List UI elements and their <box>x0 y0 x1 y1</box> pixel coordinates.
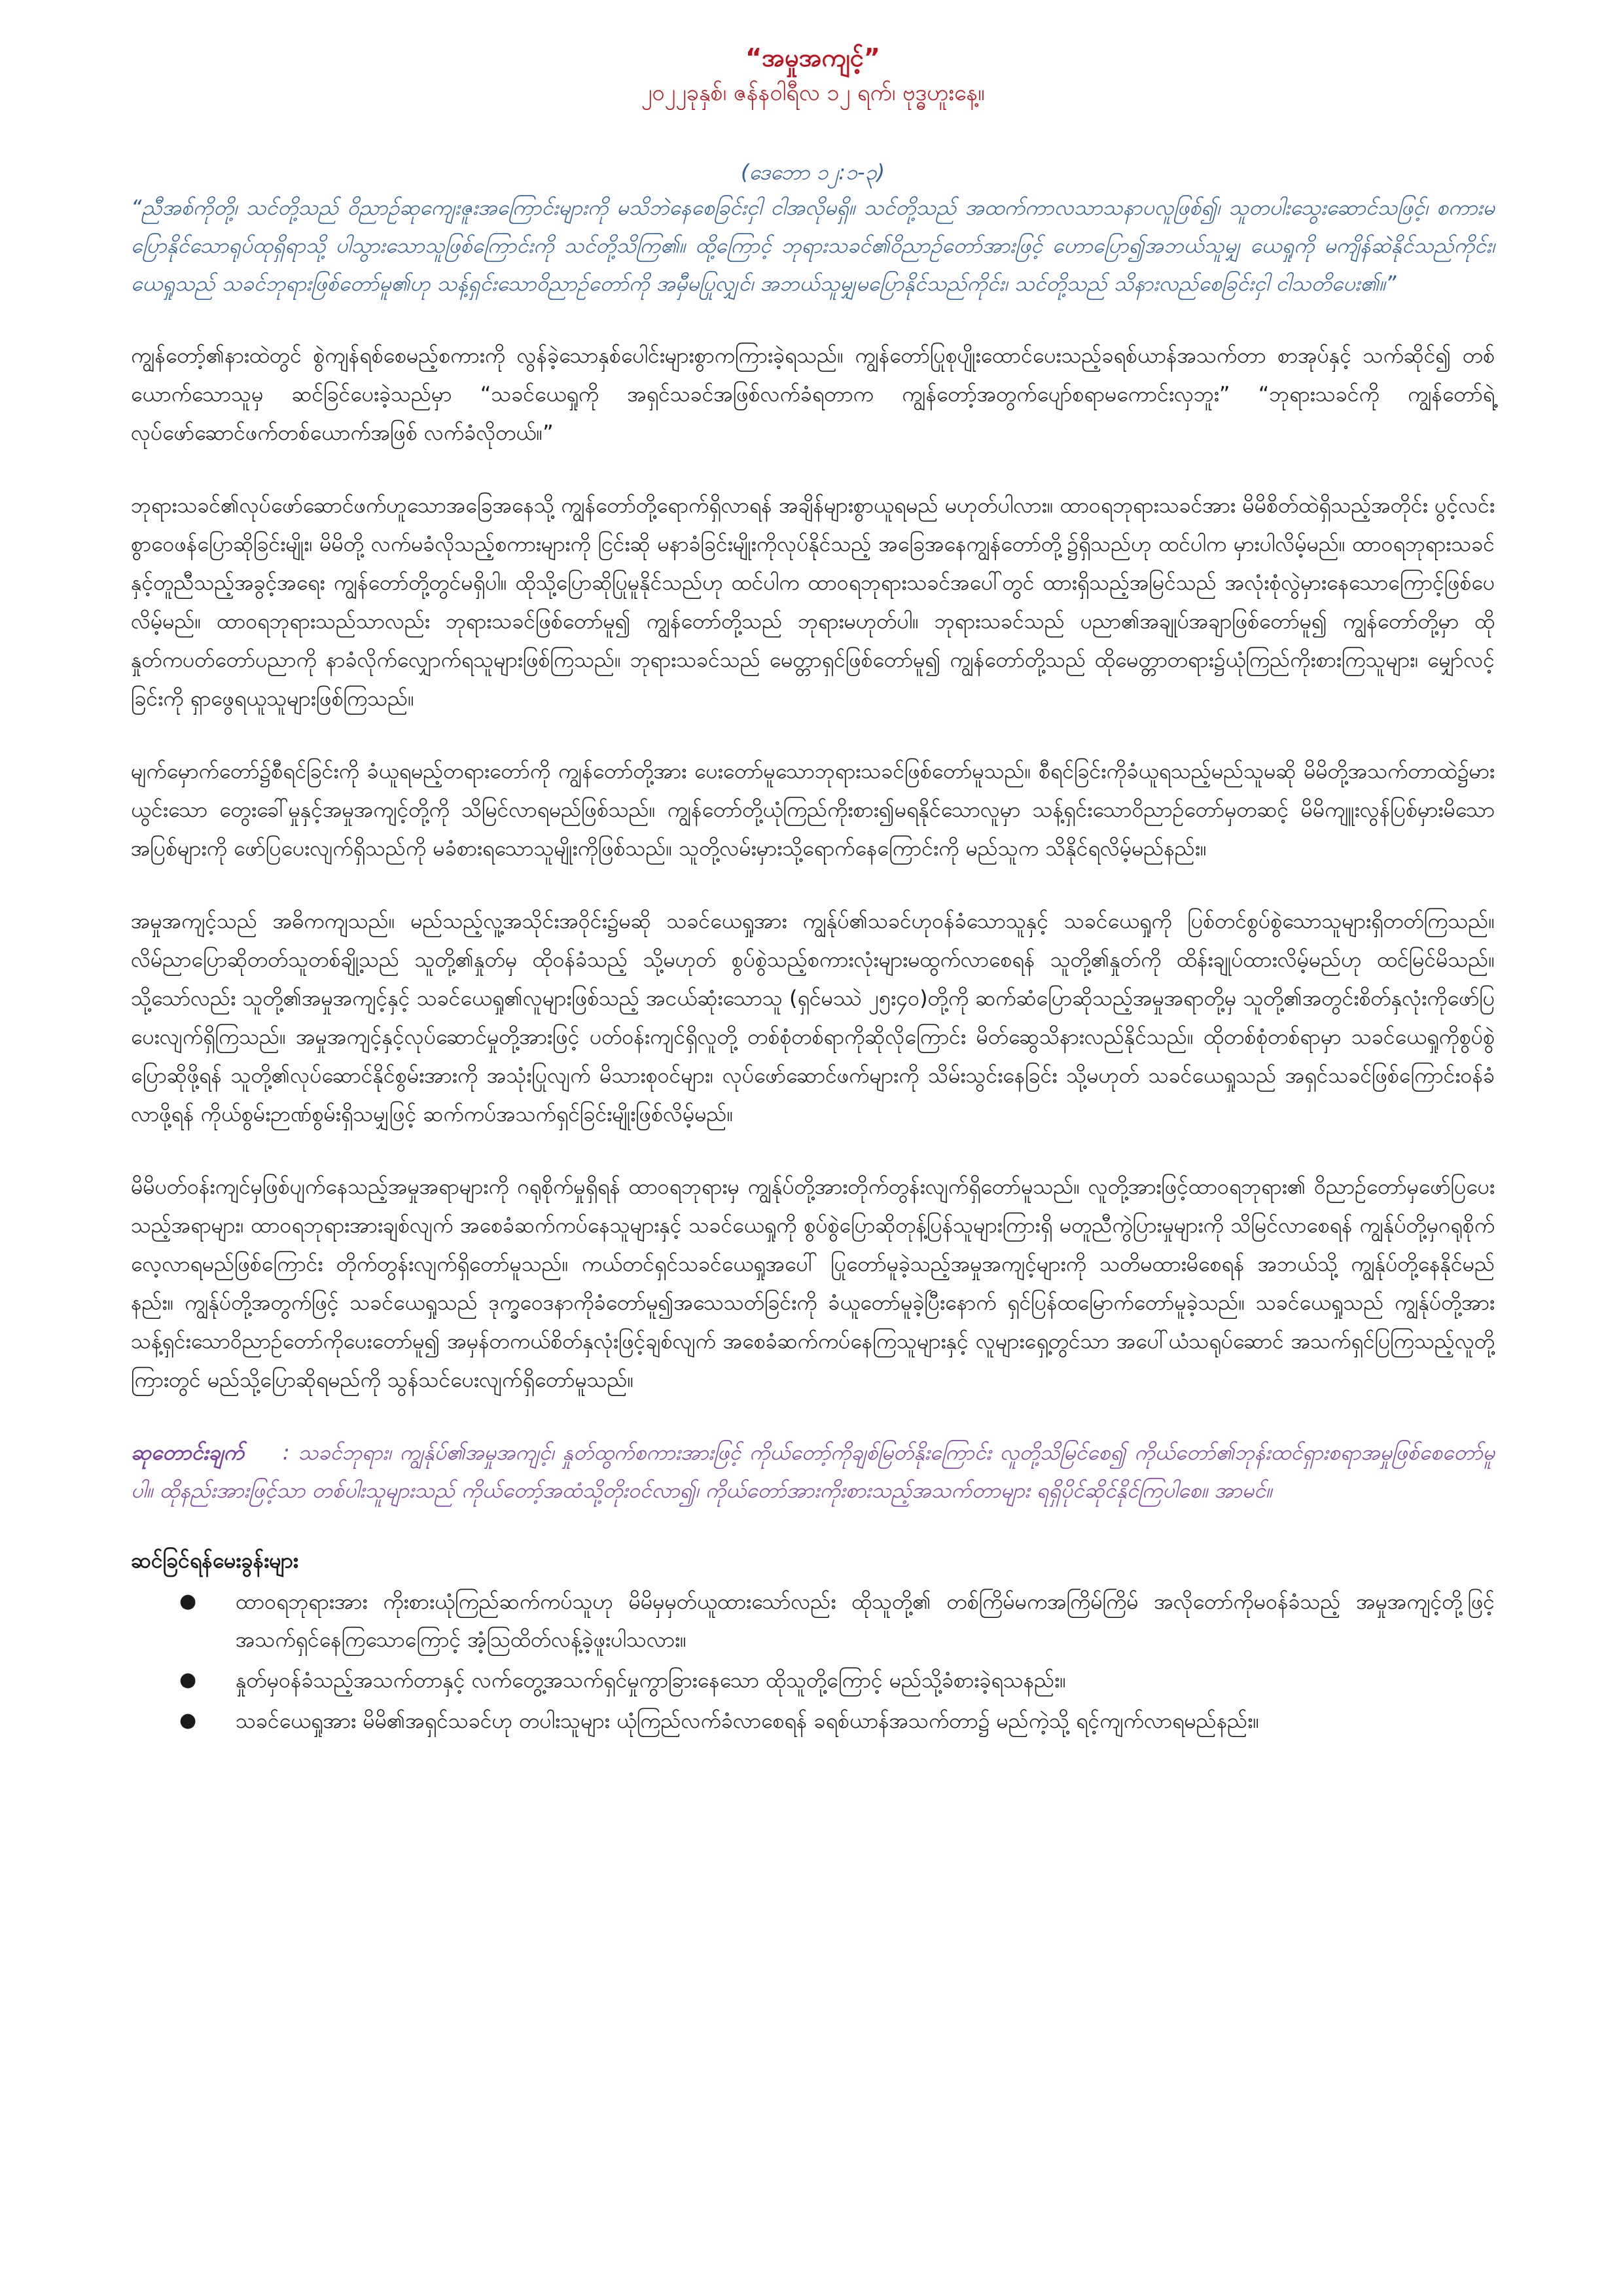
prayer-text: : သခင်ဘုရား၊ ကျွန်ုပ်၏အမှုအကျင့်၊ နှုတ်ထွက်စကားအားဖြင့် ကိုယ်တော့်ကိုချစ်မြတ်နိုးကြောင်း လူတို့သိမြင်စေ၍ ကိုယ်တော်၏ဘုန်းထင်ရှားစရာအမှုဖြစ်စေတော်မူပါ။ ထိုနည်းအားဖြင့်သာ တစ်ပါးသူများသည် ကိုယ်တော့်အထံသို့တိုးဝင်လာ၍၊ ကိုယ်တော်အားကိုးစားသည့်အသက်တာများ ရရှိပိုင်ဆိုင်နိုင်ကြပါစေ။ အာမင်။ <box>131 1440 1495 1503</box>
question-text: နှုတ်မှဝန်ခံသည့်အသက်တာနှင့် လက်တွေ့အသက်ရှင်မှုကွာခြားနေသော ထိုသူတို့ကြောင့် မည်သို့ခံစားခဲ့ရသနည်း။ <box>236 1668 1066 1693</box>
paragraph-5: မိမိပတ်ဝန်းကျင်မှဖြစ်ပျက်နေသည့်အမှုအရာများကို ဂရုစိုက်မှုရှိရန် ထာဝရဘုရားမှ ကျွန်ုပ်တို့အားတိုက်တွန်းလျက်ရှိတော်မူသည်။ လူတို့အားဖြင့်ထာဝရဘုရား၏ ဝိညာဉ်တော်မှဖော်ပြပေးသည့်အရာများ၊ ထာဝရဘုရားအားချစ်လျက် အစေခံဆက်ကပ်နေသူများနှင့် သခင်ယေရှုကို စွပ်စွဲပြောဆိုတုန့်ပြန်သူများကြားရှိ မတူညီကွဲပြားမှုများကို သိမြင်လာစေရန် ကျွန်ုပ်တို့မှဂရုစိုက်လေ့လာရမည်ဖြစ်ကြောင်း တိုက်တွန်းလျက်ရှိတော်မူသည်။ ကယ်တင်ရှင်သခင်ယေရှုအပေါ် ပြုတော်မူခဲ့သည့်အမှုအကျင့်များကို သတိမထားမိစေရန် အဘယ်သို့ ကျွန်ုပ်တို့နေနိုင်မည်နည်း။ ကျွန်ုပ်တို့အတွက်ဖြင့် သခင်ယေရှုသည် ဒုက္ခဝေဒနာကိုခံတော်မူ၍အသေသတ်ခြင်းကို ခံယူတော်မူခဲ့ပြီးနောက် ရှင်ပြန်ထမြောက်တော်မူခဲ့သည်။ သခင်ယေရှုသည် ကျွန်ုပ်တို့အား သန့်ရှင်းသောဝိညာဉ်တော်ကိုပေးတော်မူ၍ အမှန်တကယ်စိတ်နှလုံးဖြင့်ချစ်လျက် အစေခံဆက်ကပ်နေကြသူများနှင့် လူများရှေ့တွင်သာ အပေါ်ယံသရုပ်ဆောင် အသက်ရှင်ပြကြသည့်လူတို့ကြားတွင် မည်သို့ပြောဆိုရမည်ကို သွန်သင်ပေးလျက်ရှိတော်မူသည်။ <box>131 1174 1495 1392</box>
date-line: ၂၀၂၂ခုနှစ်၊ ဇန်နဝါရီလ ၁၂ ရက်၊ ဗုဒ္ဓဟူးနေ့။ <box>641 80 985 106</box>
bullet-icon: ● <box>179 1709 197 1732</box>
question-text: သခင်ယေရှုအား မိမိ၏အရှင်သခင်ဟု တပါးသူများ ယုံကြည်လက်ခံလာစေရန် ခရစ်ယာန်အသက်တာ၌ မည်ကဲ့သို့ ရင့်ကျက်လာရမည်နည်း။ <box>236 1708 1260 1733</box>
list-item <box>179 1583 1495 1659</box>
paragraph-3: မျက်မှောက်တော်၌စီရင်ခြင်းကို ခံယူရမည့်တရားတော်ကို ကျွန်တော်တို့အား ပေးတော်မူသောဘုရားသခင်ဖြစ်တော်မူသည်။ စီရင်ခြင်းကိုခံယူရသည့်မည်သူမဆို မိမိတို့အသက်တာထဲ၌မားယွင်းသော တွေးခေါ်မှုနှင့်အမှုအကျင့်တို့ကို သိမြင်လာရမည်ဖြစ်သည်။ ကျွန်တော်တို့ယုံကြည်ကိုးစား၍မရနိုင်သောလူမှာ သန့်ရှင်းသောဝိညာဉ်တော်မှတဆင့် မိမိကျူးလွန်ပြစ်မှားမိသောအပြစ်များကို ဖော်ပြပေးလျက်ရှိသည်ကို မခံစားရသောသူမျိုးကိုဖြစ်သည်။ သူတို့လမ်းမှားသို့ရောက်နေကြောင်းကို မည်သူက သိနိုင်ရလိမ့်မည်နည်း။ <box>131 759 1495 861</box>
devotional-page <box>131 39 1495 1742</box>
paragraph-1: ကျွန်တော့်၏နားထဲတွင် စွဲကျန်ရစ်စေမည့်စကားကို လွန်ခဲ့သောနှစ်ပေါင်းများစွာကကြားခဲ့ရသည်။ ကျွန်တော်ပြုစုပျိုးထောင်ပေးသည့်ခရစ်ယာန်အသက်တာ စာအုပ်နှင့် သက်ဆိုင်၍ တစ်ယောက်သောသူမှ ဆင်ခြင်ပေးခဲ့သည်မှာ “သခင်ယေရှုကို အရှင်သခင်အဖြစ်လက်ခံရတာက ကျွန်တော့်အတွက်ပျော်စရာမကောင်းလှဘူး” “ဘုရားသခင်ကို ကျွန်တော်ရဲ့လုပ်ဖော်ဆောင်ဖက်တစ်ယောက်အဖြစ် လက်ခံလိုတယ်။” <box>131 343 1495 445</box>
bullet-icon: ● <box>179 1668 197 1691</box>
list-item <box>179 1661 1495 1699</box>
questions-heading: ဆင်ခြင်ရန်မေးခွန်းများ <box>131 1548 298 1573</box>
questions-list <box>131 1583 1495 1740</box>
verse-text: “ညီအစ်ကိုတို့၊ သင်တို့သည် ဝိညာဉ်ဆုကျေးဇူးအကြောင်းများကို မသိဘဲနေစေခြင်းငှါ ငါအလိုမရှိ။ သင်တို့သည် အထက်ကာလသာသနာပလူဖြစ်၍၊ သူတပါးသွေးဆောင်သဖြင့်၊ စကားမပြောနိုင်သောရုပ်ထုရှိရာသို့ ပါသွားသောသူဖြစ်ကြောင်းကို သင်တို့သိကြ၏။ ထို့ကြောင့် ဘုရားသခင်၏ဝိညာဉ်တော်အားဖြင့် ဟောပြော၍အဘယ်သူမျှ ယေရှုကို မကျိန်ဆဲနိုင်သည်ကိုင်း၊ ယေရှုသည် သခင်ဘုရားဖြစ်တော်မူ၏ဟု သန့်ရှင်းသောဝိညာဉ်တော်ကို အမှီမပြုလျှင်၊ အဘယ်သူမျှမပြောနိုင်သည်ကိုင်း၊ သင်တို့သည် သိနားလည်စေခြင်းငှါ ငါသတိပေး၏။” <box>131 195 1495 296</box>
prayer <box>131 1433 1495 1509</box>
page-title: “အမှုအကျင့်” <box>745 43 880 72</box>
bullet-icon: ● <box>179 1590 197 1613</box>
paragraph-2: ဘုရားသခင်၏လုပ်ဖော်ဆောင်ဖက်ဟူသောအခြေအနေသို့ ကျွန်တော်တို့ရောက်ရှိလာရန် အချိန်များစွာယူရမည် မဟုတ်ပါလား။ ထာဝရဘုရားသခင်အား မိမိစိတ်ထဲရှိသည့်အတိုင်း ပွင့်လင်းစွာဝေဖန်ပြောဆိုခြင်းမျိုး၊ မိမိတို့ လက်မခံလိုသည့်စကားများကို ငြင်းဆို မနာခံခြင်းမျိုးကိုလုပ်နိုင်သည့် အခြေအနေကျွန်တော်တို့၌ရှိသည်ဟု ထင်ပါက မှားပါလိမ့်မည်။ ထာဝရဘုရားသခင်နှင့်တူညီသည့်အခွင့်အရေး ကျွန်တော်တို့တွင်မရှိပါ။ ထိုသို့ပြောဆိုပြုမူနိုင်သည်ဟု ထင်ပါက ထာဝရဘုရားသခင်အပေါ်တွင် ထားရှိသည့်အမြင်သည် အလုံးစုံလွဲမှားနေသောကြောင့်ဖြစ်ပေလိမ့်မည်။ ထာဝရဘုရားသည်သာလည်း ဘုရားသခင်ဖြစ်တော်မူ၍ ကျွန်တော်တို့သည် ဘုရားမဟုတ်ပါ။ ဘုရားသခင်သည် ပညာ၏အချုပ်အချာဖြစ်တော်မူ၍ ကျွန်တော်တို့မှာ ထိုနှုတ်ကပတ်တော်ပညာကို နာခံလိုက်လျှောက်ရသူများဖြစ်ကြသည်။ ဘုရားသခင်သည် မေတ္တာရှင်ဖြစ်တော်မူ၍ ကျွန်တော်တို့သည် ထိုမေတ္တာတရား၌ယုံကြည်ကိုးစားကြသူများ၊ မျှော်လင့်ခြင်းကို ရှာဖွေရယူသူများဖြစ်ကြသည်။ <box>131 493 1495 711</box>
verse-reference: (ဒေဘော ၁၂:၁-၃) <box>740 160 885 185</box>
question-text: ထာဝရဘုရားအား ကိုးစားယုံကြည်ဆက်ကပ်သူဟု မိမိမှမှတ်ယူထားသော်လည်း ထိုသူတို့၏ တစ်ကြိမ်မကအကြိမ်ကြိမ် အလိုတော်ကိုမဝန်ခံသည့် အမှုအကျင့်တို့ဖြင့် အသက်ရှင်နေကြသောကြောင့် အံ့သြထိတ်လန့်ခဲ့ဖူးပါသလား။ <box>236 1589 1495 1652</box>
paragraph-4: အမှုအကျင့်သည် အဓိကကျသည်။ မည်သည့်လူ့အသိုင်းအဝိုင်း၌မဆို သခင်ယေရှုအား ကျွန်ုပ်၏သခင်ဟုဝန်ခံသောသူနှင့် သခင်ယေရှုကို ပြစ်တင်စွပ်စွဲသောသူများရှိတတ်ကြသည်။ လိမ်ညာပြောဆိုတတ်သူတစ်ချို့သည် သူတို့၏နှုတ်မှ ထိုဝန်ခံသည့် သို့မဟုတ် စွပ်စွဲသည့်စကားလုံးများမထွက်လာစေရန် သူတို့၏နှုတ်ကို ထိန်းချုပ်ထားလိမ့်မည်ဟု ထင်မြင်မိသည်။ သို့သော်လည်း သူတို့၏အမှုအကျင့်နှင့် သခင်ယေရှု၏လူများဖြစ်သည့် အငယ်ဆုံးသောသူ (ရှင်မဿဲ ၂၅း၄၀)တို့ကို ဆက်ဆံပြောဆိုသည့်အမှုအရာတို့မှ သူတို့၏အတွင်းစိတ်နှလုံးကိုဖော်ပြပေးလျက်ရှိကြသည်။ အမှုအကျင့်နှင့်လုပ်ဆောင်မှုတို့အားဖြင့် ပတ်ဝန်းကျင်ရှိလူတို့ တစ်စုံတစ်ရာကိုဆိုလိုကြောင်း မိတ်ဆွေသိနားလည်နိုင်သည်။ ထိုတစ်စုံတစ်ရာမှာ သခင်ယေရှုကိုစွပ်စွဲပြောဆိုဖို့ရန် သူတို့၏လုပ်ဆောင်နိုင်စွမ်းအားကို အသုံးပြုလျက် မိသားစုဝင်များ၊ လုပ်ဖော်ဆောင်ဖက်များကို သိမ်းသွင်းနေခြင်း သို့မဟုတ် သခင်ယေရှုသည် အရှင်သခင်ဖြစ်ကြောင်းဝန်ခံလာဖို့ရန် ကိုယ်စွမ်းဉာဏ်စွမ်းရှိသမျှဖြင့် ဆက်ကပ်အသက်ရှင်ခြင်းမျိုးဖြစ်လိမ့်မည်။ <box>131 908 1495 1126</box>
prayer-label: ဆုတောင်းချက် <box>131 1440 244 1465</box>
list-item <box>179 1702 1495 1740</box>
